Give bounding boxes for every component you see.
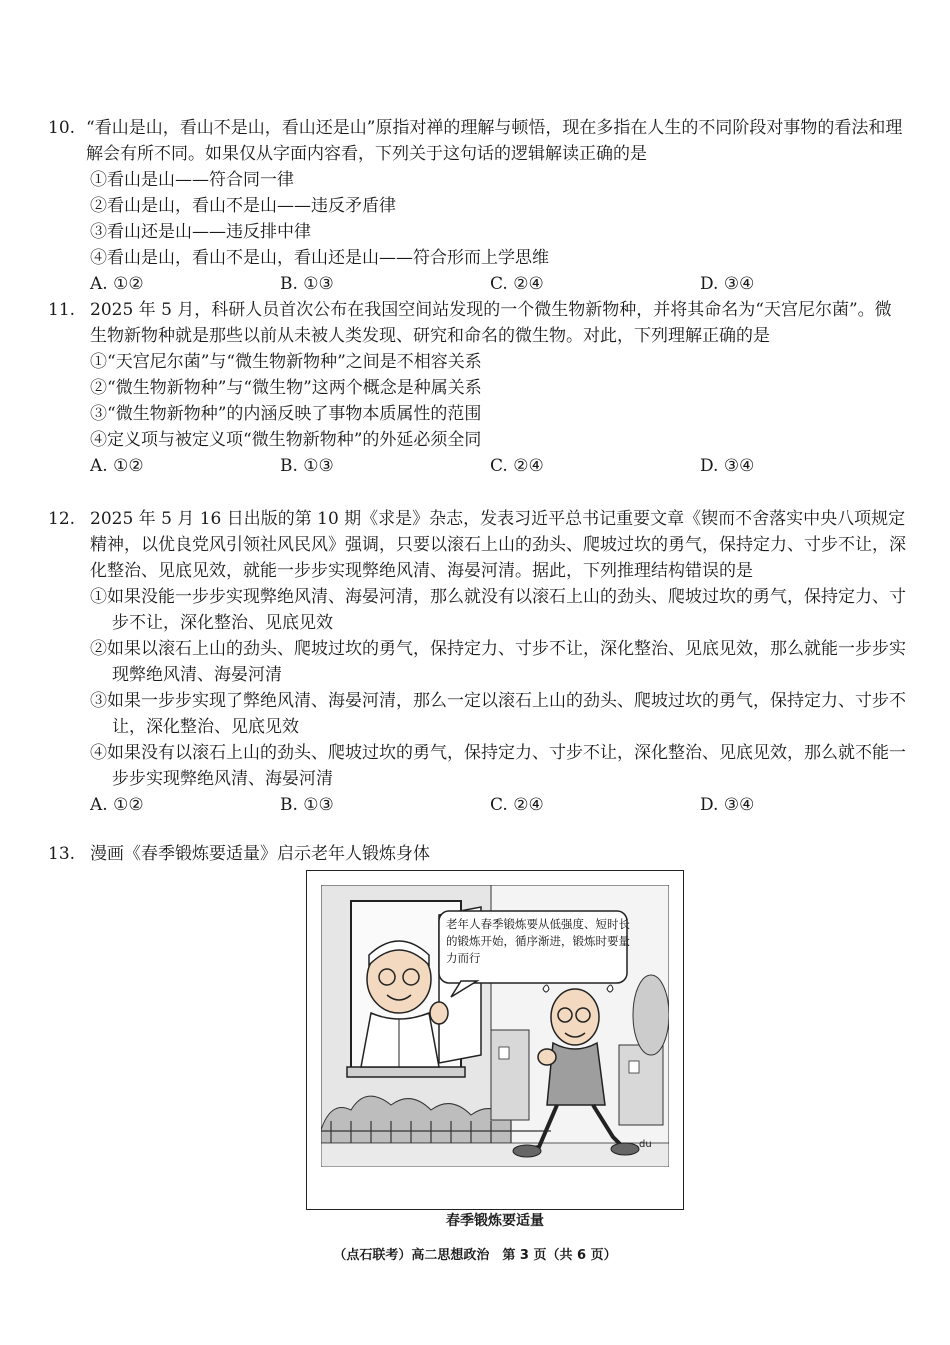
statement-3: ③如果一步步实现了弊绝风清、海晏河清，那么一定以滚石上山的劲头、爬坡过坎的勇气，保持定力、寸步不让，深化整治、见底见效: [90, 691, 906, 737]
statement-3: ③“微生物新物种”的内涵反映了事物本质属性的范围: [90, 404, 482, 424]
option-a: A. ①②: [90, 274, 144, 294]
answer-options: [90, 792, 908, 818]
answer-options: [90, 271, 908, 297]
question-number: 12.: [48, 509, 76, 529]
question-12: [48, 506, 908, 818]
question-stem: 2025 年 5 月 16 日出版的第 10 期《求是》杂志，发表习近平总书记重要文章《锲而不舍落实中央八项规定精神，以优良党风引领社风民风》强调，只要以滚石上山的劲头、爬坡过坎的勇气，保持定力、寸步不让，深化整治、见底见效，就能一步步实现弊绝风清、海晏河清。据此，下列推理结构错误的是: [90, 509, 906, 581]
option-d: D. ③④: [700, 795, 755, 815]
question-stem: 2025 年 5 月，科研人员首次公布在我国空间站发现的一个微生物新物种，并将其命名为“天宫尼尔菌”。微生物新物种就是那些以前从未被人类发现、研究和命名的微生物。对此，下列理解正确的是: [90, 300, 892, 346]
page-footer: （点石联考）高二思想政治 第 3 页（共 6 页）: [333, 1248, 617, 1263]
option-a: A. ①②: [90, 795, 144, 815]
statement-2: ②看山是山，看山不是山——违反矛盾律: [90, 196, 396, 216]
statement-3: ③看山还是山——违反排中律: [90, 222, 311, 242]
question-number: 11.: [48, 300, 76, 320]
speech-bubble-text: 老年人春季锻炼要从低强度、短时长的锻炼开始，循序渐进，锻炼时要量力而行: [446, 917, 630, 965]
statement-2: ②如果以滚石上山的劲头、爬坡过坎的勇气，保持定力、寸步不让，深化整治、见底见效，那么就能一步步实现弊绝风清、海晏河清: [90, 639, 906, 685]
option-d: D. ③④: [700, 274, 755, 294]
option-a: A. ①②: [90, 456, 144, 476]
statement-4: ④定义项与被定义项“微生物新物种”的外延必须全同: [90, 430, 482, 450]
option-b: B. ①③: [280, 274, 334, 294]
option-b: B. ①③: [280, 795, 334, 815]
statement-1: ①看山是山——符合同一律: [90, 170, 294, 190]
option-b: B. ①③: [280, 456, 334, 476]
option-c: C. ②④: [490, 795, 544, 815]
artist-signature: du: [639, 1139, 652, 1150]
question-stem: “看山是山，看山不是山，看山还是山”原指对禅的理解与顿悟，现在多指在人生的不同阶段对事物的看法和理解会有所不同。如果仅从字面内容看，下列关于这句话的逻辑解读正确的是: [86, 118, 903, 164]
statement-1: ①如果没能一步步实现弊绝风清、海晏河清，那么就没有以滚石上山的劲头、爬坡过坎的勇气，保持定力、寸步不让，深化整治、见底见效: [90, 587, 906, 633]
statement-1: ①“天宫尼尔菌”与“微生物新物种”之间是不相容关系: [90, 352, 482, 372]
option-c: C. ②④: [490, 274, 544, 294]
question-number: 13.: [48, 844, 76, 864]
question-13: [48, 841, 908, 867]
statement-4: ④如果没有以滚石上山的劲头、爬坡过坎的勇气，保持定力、寸步不让，深化整治、见底见效，那么就不能一步步实现弊绝风清、海晏河清: [90, 743, 906, 789]
answer-options: [90, 453, 908, 479]
cartoon-caption: 春季锻炼要适量: [446, 1213, 544, 1229]
question-stem: 漫画《春季锻炼要适量》启示老年人锻炼身体: [90, 844, 430, 864]
question-10: [48, 115, 908, 297]
question-number: 10.: [48, 118, 76, 138]
question-11: [48, 297, 908, 479]
option-d: D. ③④: [700, 456, 755, 476]
statement-4: ④看山是山，看山不是山，看山还是山——符合形而上学思维: [90, 248, 549, 268]
option-c: C. ②④: [490, 456, 544, 476]
statement-2: ②“微生物新物种”与“微生物”这两个概念是种属关系: [90, 378, 482, 398]
